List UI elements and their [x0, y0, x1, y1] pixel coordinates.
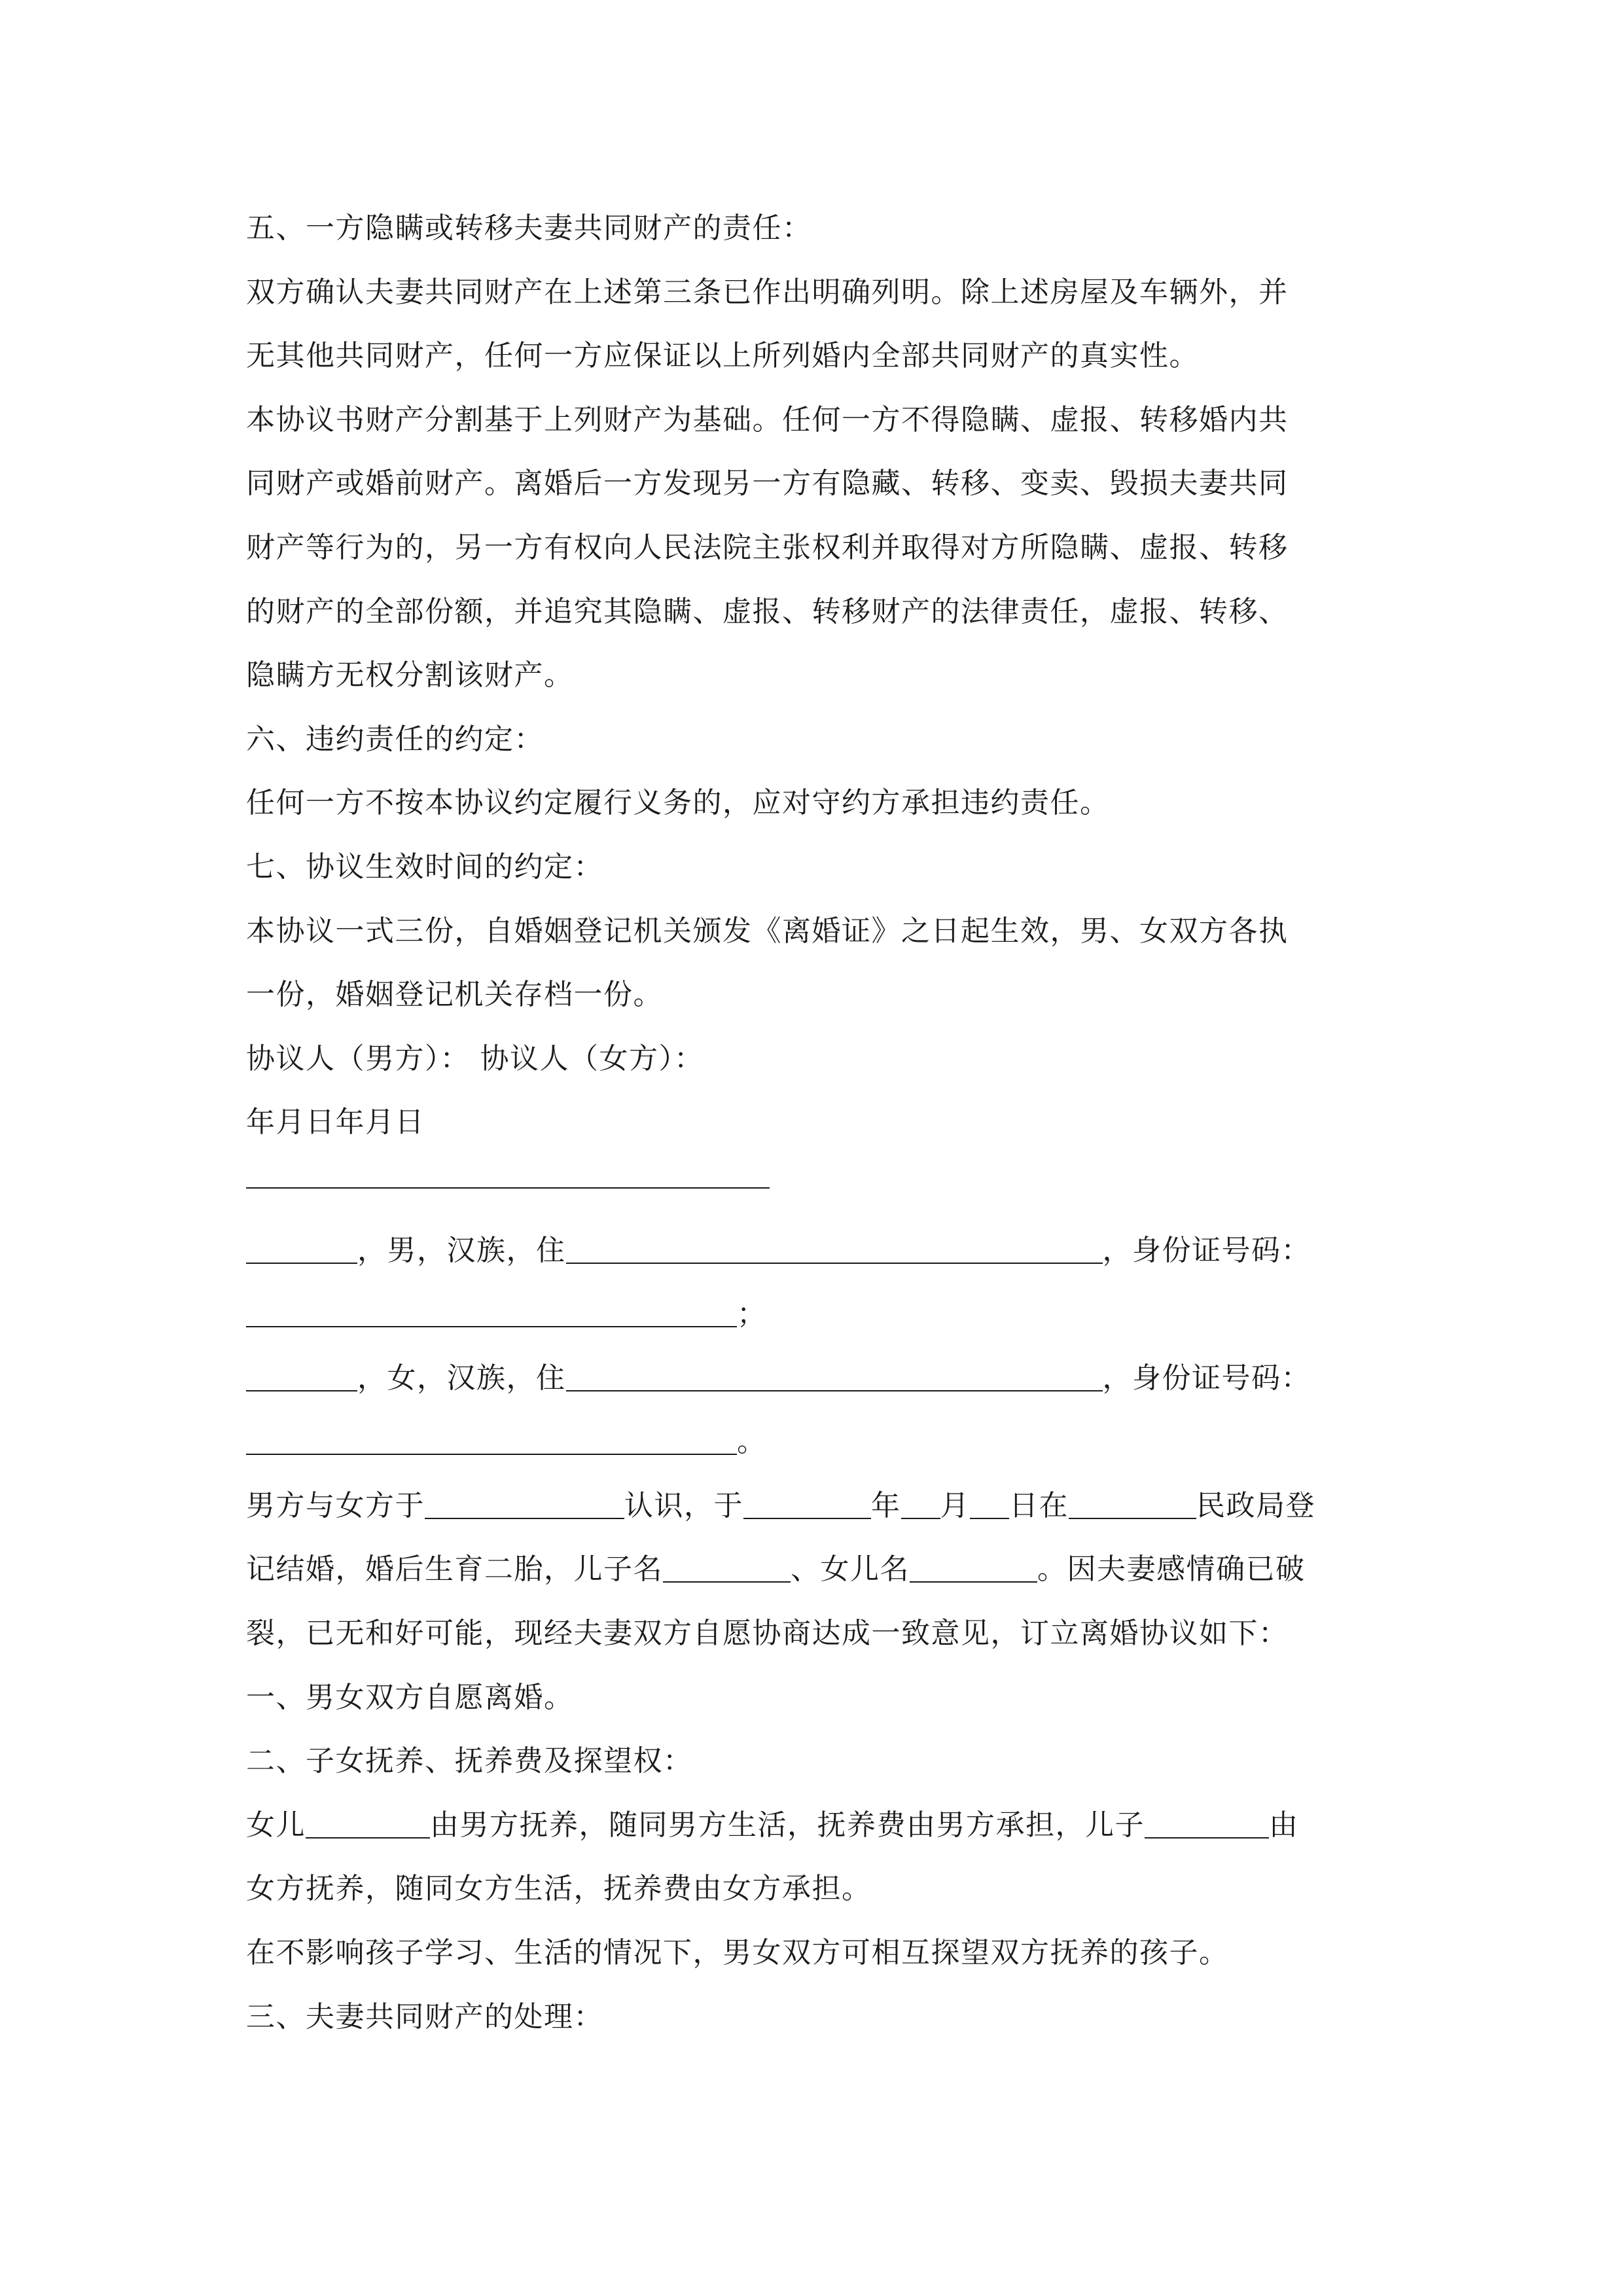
daughter-blank	[306, 1837, 430, 1839]
paragraph-line: 本协议书财产分割基于上列财产为基础。任何一方不得隐瞒、虚报、转移婚内共	[246, 403, 1289, 437]
clause-3-heading: 三、夫妻共同财产的处理：	[246, 2000, 603, 2034]
male-id-line	[246, 1282, 1398, 1346]
intro-text: 认识，于	[624, 1488, 743, 1522]
female-end-mark: 。	[737, 1425, 767, 1459]
paragraph-line: 同财产或婚前财产。离婚后一方发现另一方有隐藏、转移、变卖、毁损夫妻共同	[246, 467, 1289, 501]
clause-2-line-3: 在不影响孩子学习、生活的情况下，男女双方可相互探望双方抚养的孩子。	[246, 1936, 1229, 1970]
intro-text: 月	[940, 1488, 970, 1522]
section-5-heading: 五、一方隐瞒或转移夫妻共同财产的责任：	[246, 211, 812, 245]
intro-text: 。因夫妻感情确已破	[1037, 1552, 1306, 1587]
clause-2-line-1	[246, 1793, 1398, 1857]
paragraph-line: 无其他共同财产，任何一方应保证以上所列婚内全部共同财产的真实性。	[246, 339, 1199, 373]
son-blank	[1145, 1837, 1269, 1839]
male-gender-ethnic: ，男，汉族，住	[357, 1233, 566, 1267]
female-address-blank	[566, 1390, 1103, 1391]
male-address-blank	[566, 1263, 1103, 1264]
clause-text: 由	[1269, 1808, 1299, 1842]
intro-text: 年	[871, 1488, 901, 1522]
separator-rule	[246, 1187, 770, 1189]
male-party-line	[246, 1219, 1398, 1283]
paragraph-line: 本协议一式三份，自婚姻登记机关颁发《离婚证》之日起生效，男、女双方各执	[246, 914, 1289, 948]
acquaint-date-blank	[425, 1518, 624, 1519]
male-name-blank	[246, 1263, 357, 1264]
female-id-blank	[246, 1454, 737, 1455]
intro-text: 男方与女方于	[246, 1488, 425, 1522]
paragraph-line: 任何一方不按本协议约定履行义务的，应对守约方承担违约责任。	[246, 786, 1110, 820]
clause-text: 由男方抚养，随同男方生活，抚养费由男方承担，儿子	[430, 1808, 1145, 1842]
paragraph-line: 的财产的全部份额，并追究其隐瞒、虚报、转移财产的法律责任，虚报、转移、	[246, 594, 1289, 628]
intro-text: 民政局登	[1196, 1488, 1315, 1522]
signature-parties: 协议人（男方）： 协议人（女方）：	[246, 1041, 704, 1075]
document-body	[246, 196, 1398, 2049]
female-id-line	[246, 1410, 1398, 1474]
paragraph-line: 一份，婚姻登记机关存档一份。	[246, 978, 663, 1012]
separator-line-row	[246, 1155, 1398, 1219]
signature-dates: 年月日年月日	[246, 1105, 425, 1139]
intro-line-1	[246, 1474, 1398, 1538]
intro-line-2	[246, 1537, 1398, 1602]
intro-text: 记结婚，婚后生育二胎，儿子名	[246, 1552, 663, 1587]
clause-1-heading: 一、男女双方自愿离婚。	[246, 1680, 574, 1714]
male-end-mark: ；	[737, 1297, 767, 1331]
intro-line-3: 裂，已无和好可能，现经夫妻双方自愿协商达成一致意见，订立离婚协议如下：	[246, 1617, 1289, 1651]
daughter-name-blank	[910, 1581, 1037, 1583]
marriage-month-blank	[901, 1518, 940, 1519]
clause-text: 女儿	[246, 1808, 306, 1842]
clause-2-heading: 二、子女抚养、抚养费及探望权：	[246, 1744, 693, 1778]
section-6-heading: 六、违约责任的约定：	[246, 722, 544, 756]
intro-text: 、女儿名	[791, 1552, 910, 1587]
marriage-day-blank	[970, 1518, 1009, 1519]
marriage-year-blank	[743, 1518, 871, 1519]
intro-text: 日在	[1009, 1488, 1069, 1522]
son-name-blank	[663, 1581, 791, 1583]
female-party-line	[246, 1346, 1398, 1410]
paragraph-line: 隐瞒方无权分割该财产。	[246, 658, 574, 692]
paragraph-line: 财产等行为的，另一方有权向人民法院主张权利并取得对方所隐瞒、虚报、转移	[246, 530, 1289, 564]
registry-blank	[1069, 1518, 1196, 1519]
female-gender-ethnic: ，女，汉族，住	[357, 1361, 566, 1395]
female-name-blank	[246, 1390, 357, 1391]
paragraph-line: 双方确认夫妻共同财产在上述第三条已作出明确列明。除上述房屋及车辆外，并	[246, 275, 1289, 309]
male-id-label: ，身份证号码：	[1102, 1233, 1311, 1267]
section-7-heading: 七、协议生效时间的约定：	[246, 850, 603, 884]
male-id-blank	[246, 1326, 737, 1327]
clause-2-line-2: 女方抚养，随同女方生活，抚养费由女方承担。	[246, 1872, 872, 1906]
female-id-label: ，身份证号码：	[1102, 1361, 1311, 1395]
